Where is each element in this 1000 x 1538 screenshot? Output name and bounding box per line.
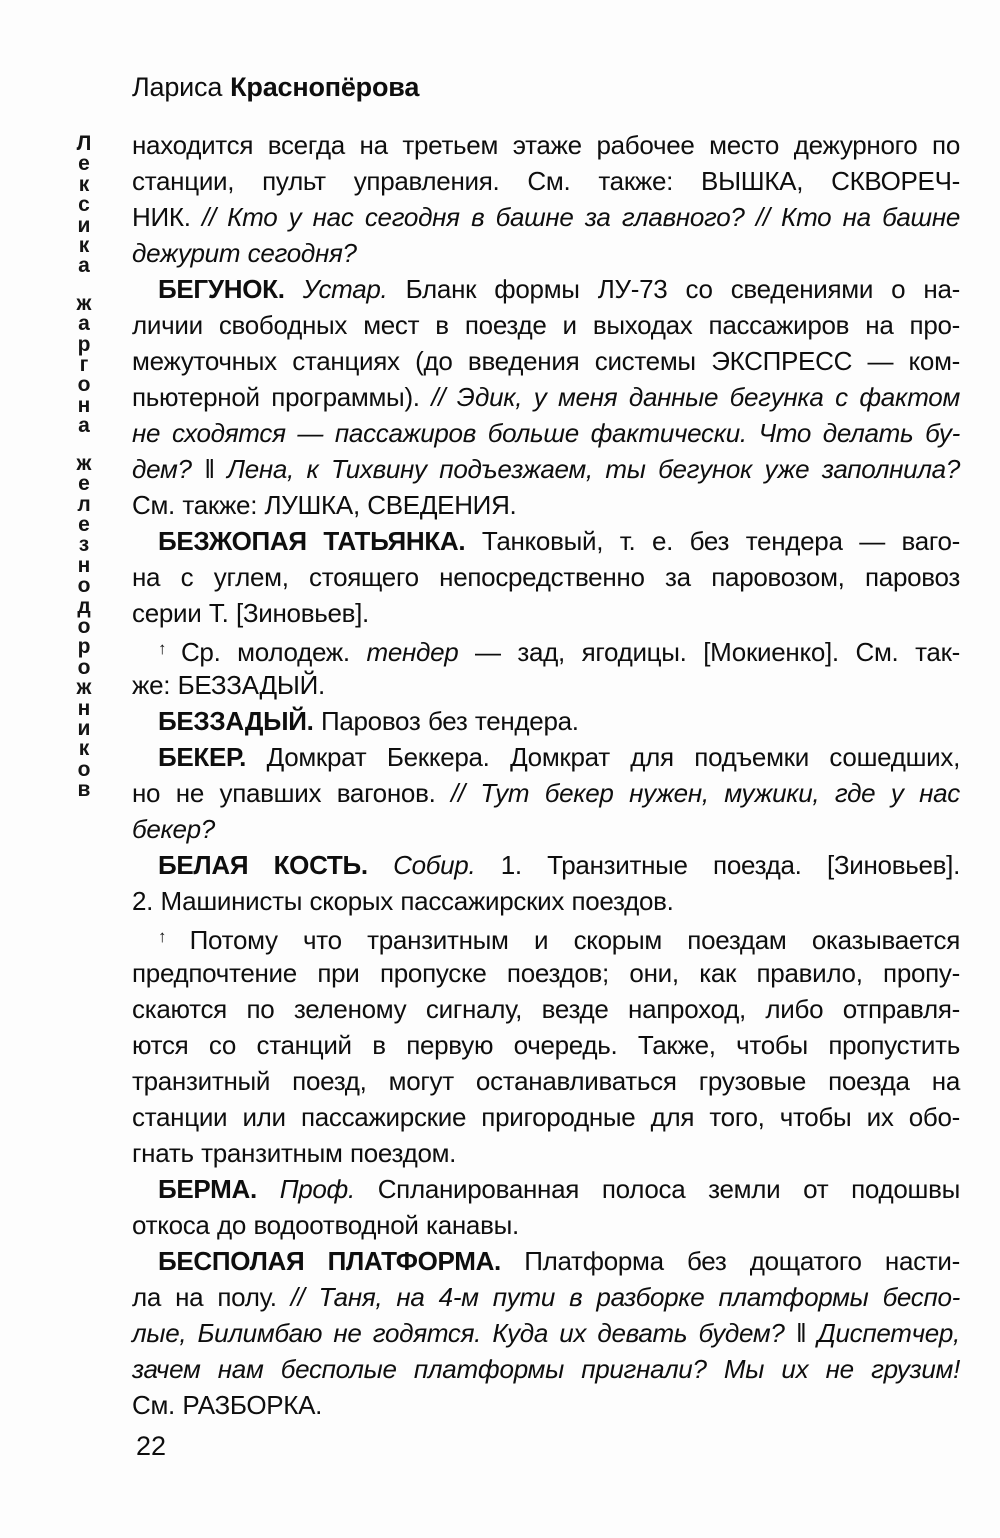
text-line	[132, 271, 960, 307]
text-line	[132, 199, 960, 235]
note-tender	[132, 631, 960, 703]
sidebar-word	[62, 134, 106, 277]
text-line	[132, 595, 960, 631]
sidebar-letter: к	[78, 737, 90, 761]
entry-bespolaya-platforma	[132, 1243, 960, 1423]
text-segment: предпочтение при пропуске поездов; они, как правило, пропу-	[132, 958, 960, 988]
page-number: 22	[136, 1431, 167, 1461]
note-marker-icon: ↑	[158, 927, 190, 946]
text-segment: станции, пульт управления. См. также: ВЫШКА, СКВОРЕЧ-	[132, 166, 960, 196]
sidebar-letter: в	[77, 778, 91, 802]
text-line	[132, 415, 960, 451]
text-line	[132, 955, 960, 991]
text-line	[132, 775, 960, 811]
text-segment: // Эдик, у меня данные бегунка с фактом	[431, 382, 960, 412]
sidebar-letter: р	[77, 332, 91, 356]
text-line	[132, 1099, 960, 1135]
text-line	[132, 991, 960, 1027]
sidebar-letter: с	[78, 193, 90, 217]
text-line	[132, 1207, 960, 1243]
text-segment: Паровоз без тендера.	[320, 706, 579, 736]
text-line	[132, 163, 960, 199]
text-segment: БЕГУНОК.	[158, 274, 303, 304]
text-segment: ла на полу.	[132, 1282, 291, 1312]
text-segment: на с углем, стоящего непосредственно за паровозом, паровоз	[132, 562, 960, 592]
sidebar-letter: е	[78, 152, 90, 176]
text-line	[132, 1387, 960, 1423]
text-segment: пьютерной программы).	[132, 382, 432, 412]
sidebar-letter: ж	[76, 291, 92, 315]
text-line	[132, 127, 960, 163]
text-segment: личии свободных мест в поезде и выходах пассажиров на про-	[132, 310, 960, 340]
sidebar-letter: к	[78, 234, 90, 258]
text-line	[132, 703, 960, 739]
note-belaya-kost	[132, 919, 960, 1171]
sidebar-letter: о	[77, 574, 91, 598]
sidebar-letter: н	[77, 393, 91, 417]
sidebar-letter: г	[79, 353, 89, 377]
sidebar-letter: ж	[76, 451, 92, 475]
sidebar-letter: о	[77, 614, 91, 638]
text-line	[132, 883, 960, 919]
text-line	[132, 1171, 960, 1207]
text-segment: Платформа без дощатого насти-	[524, 1246, 960, 1276]
sidebar-letter: о	[77, 757, 91, 781]
text-segment: Бланк формы ЛУ-73 со сведениями о на-	[387, 274, 960, 304]
text-segment: серии Т. [Зиновьев].	[132, 598, 369, 628]
text-segment: откоса до водоотводной канавы.	[132, 1210, 519, 1240]
text-line	[132, 1243, 960, 1279]
text-segment: лые, Билимбаю не годятся. Куда их девать будем? ‖ Диспетчер,	[132, 1318, 960, 1348]
sidebar-letter: а	[78, 414, 90, 438]
text-segment: См. РАЗБОРКА.	[132, 1390, 323, 1420]
text-line	[132, 631, 960, 667]
entry-beker	[132, 739, 960, 847]
text-segment: межуточных станциях (до введения системы ЭКСПРЕСС — ком-	[132, 346, 960, 376]
text-line	[132, 1027, 960, 1063]
text-segment: БЕЛАЯ КОСТЬ.	[158, 850, 394, 880]
text-line	[132, 847, 960, 883]
text-line	[132, 451, 960, 487]
text-segment: дежурит сегодня?	[132, 238, 357, 268]
text-segment: находится всегда на третьем этаже рабочее место дежурного по	[132, 130, 960, 160]
text-segment: но не упавших вагонов.	[132, 778, 452, 808]
sidebar-letter: з	[78, 533, 90, 557]
text-line	[132, 1351, 960, 1387]
text-column	[132, 127, 960, 1423]
text-line	[132, 487, 960, 523]
sidebar-letter: о	[77, 655, 91, 679]
note-marker-icon: ↑	[158, 639, 181, 658]
sidebar-vertical-title	[62, 134, 106, 818]
entry-bezzadyj	[132, 703, 960, 739]
text-line	[132, 523, 960, 559]
text-segment: тендер	[366, 637, 459, 667]
text-segment: Проф.	[279, 1174, 355, 1204]
text-segment: // Таня, на 4-м пути в разборке платформы беспо-	[290, 1282, 960, 1312]
text-line	[132, 307, 960, 343]
text-line	[132, 739, 960, 775]
text-line	[132, 811, 960, 847]
text-segment: 2. Машинисты скорых пассажирских поездов.	[132, 886, 674, 916]
entry-bezzhopaya-tatyanka	[132, 523, 960, 631]
text-segment: — зад, ягодицы. [Мокиенко]. См. так-	[458, 637, 960, 667]
author-last-name: Краснопёрова	[230, 72, 420, 102]
text-segment: дем? ‖ Лена, к Тихвину подъезжаем, ты бегунок уже заполнила?	[132, 454, 960, 484]
text-segment: Ср. молодеж.	[180, 637, 367, 667]
text-segment: Собир.	[393, 850, 476, 880]
text-line	[132, 1315, 960, 1351]
entry-belaya-kost	[132, 847, 960, 919]
sidebar-letter: д	[77, 594, 91, 618]
text-segment: гнать транзитным поездом.	[132, 1138, 457, 1168]
sidebar-letter: и	[77, 716, 91, 740]
text-segment: БЕКЕР.	[158, 742, 267, 772]
text-segment: БЕСПОЛАЯ ПЛАТФОРМА.	[158, 1246, 525, 1276]
sidebar-letter: а	[78, 312, 90, 336]
text-segment: // Тут бекер нужен, мужики, где у нас	[451, 778, 960, 808]
text-segment: БЕЗЖОПАЯ ТАТЬЯНКА.	[158, 526, 482, 556]
text-segment: Домкрат Беккера. Домкрат для подъемки сошедших,	[266, 742, 960, 772]
sidebar-letter: л	[77, 492, 91, 516]
paragraph-continuation-vyshka	[132, 127, 960, 271]
entry-begunok	[132, 271, 960, 523]
text-line	[132, 379, 960, 415]
text-segment: См. также: ЛУШКА, СВЕДЕНИЯ.	[132, 490, 517, 520]
text-line	[132, 559, 960, 595]
text-line	[132, 1279, 960, 1315]
sidebar-letter: е	[78, 472, 90, 496]
text-line	[132, 667, 960, 703]
sidebar-letter: н	[77, 696, 91, 720]
text-line	[132, 343, 960, 379]
text-segment: Спланированная полоса земли от подошвы	[354, 1174, 960, 1204]
text-segment: бекер?	[132, 814, 215, 844]
text-segment: станции или пассажирские пригородные для того, чтобы их обо-	[132, 1102, 960, 1132]
sidebar-word	[62, 451, 106, 802]
running-header	[132, 72, 419, 103]
sidebar-letter: р	[77, 635, 91, 659]
sidebar-letter: Л	[76, 132, 92, 155]
text-segment: транзитный поезд, могут останавливаться грузовые поезда на	[132, 1066, 960, 1096]
text-line	[132, 1135, 960, 1171]
sidebar-letter: н	[77, 553, 91, 577]
text-segment: БЕРМА.	[158, 1174, 280, 1204]
sidebar-letter: и	[77, 213, 91, 237]
sidebar-letter: о	[77, 373, 91, 397]
text-segment: // Кто у нас сегодня в башне за главного? // Кто на башне	[201, 202, 961, 232]
text-segment: ются со станций в первую очередь. Также, чтобы пропустить	[132, 1030, 960, 1060]
text-line	[132, 919, 960, 955]
text-line	[132, 1063, 960, 1099]
text-line	[132, 235, 960, 271]
text-segment: Танковый, т. е. без тендера — ваго-	[481, 526, 960, 556]
text-segment: скаются по зеленому сигналу, везде напроход, либо отправля-	[132, 994, 960, 1024]
text-segment: не сходятся — пассажиров больше фактически. Что делать бу-	[132, 418, 960, 448]
text-segment: Устар.	[302, 274, 388, 304]
sidebar-letter: ж	[76, 676, 92, 700]
text-segment: Потому что транзитным и скорым поездам оказывается	[189, 925, 960, 955]
text-segment: же: БЕЗЗАДЫЙ.	[132, 670, 325, 700]
sidebar-letter: а	[78, 254, 90, 278]
text-segment: НИК.	[132, 202, 202, 232]
text-segment: зачем нам бесполые платформы пригнали? Мы их не грузим!	[132, 1354, 960, 1384]
entry-berma	[132, 1171, 960, 1243]
sidebar-letter: е	[78, 512, 90, 536]
text-segment: 1. Транзитные поезда. [Зиновьев].	[475, 850, 960, 880]
sidebar-letter: к	[78, 172, 90, 196]
author-first-name: Лариса	[132, 72, 223, 102]
sidebar-word	[62, 291, 106, 438]
text-segment: БЕЗЗАДЫЙ.	[158, 706, 321, 736]
